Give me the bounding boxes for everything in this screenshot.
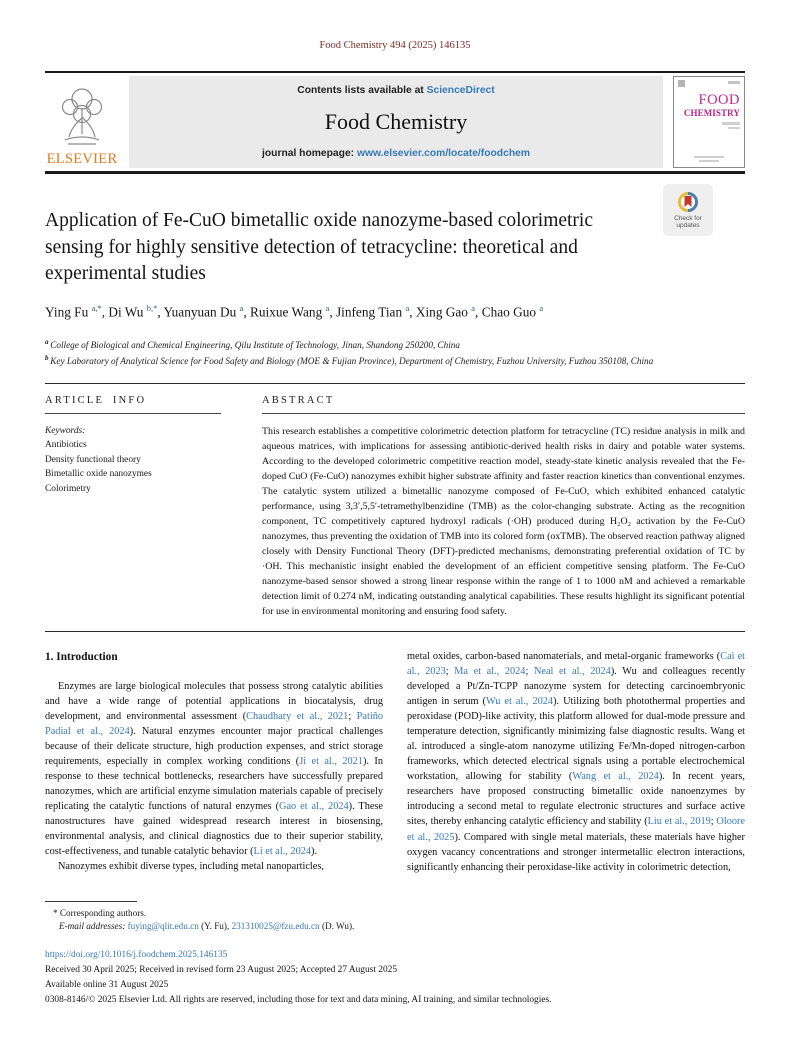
text-segment: , Yuanyuan Du: [157, 303, 240, 319]
body-right-column: [407, 649, 745, 874]
citation-patino-2024[interactable]: Patiño Padial et al., 2024: [45, 710, 383, 737]
text-segment: ;: [710, 816, 717, 828]
cover-top-marks: [674, 77, 744, 87]
keywords-label: Keywords:: [45, 425, 86, 436]
journal-title: Food Chemistry: [324, 109, 468, 134]
keyword: Antibiotics: [45, 440, 87, 451]
body-left-column: [45, 649, 383, 874]
author-list: [45, 303, 745, 320]
copyright-line: 0308-8146/© 2025 Elsevier Ltd. All rights are reserved, including those for text and data mining, AI training, and similar technologies.: [45, 995, 552, 1006]
email-addresses-line: [45, 920, 745, 934]
text-segment: (D. Wu).: [319, 921, 355, 932]
check-updates-icon: [677, 191, 699, 213]
journal-homepage-line: [262, 148, 530, 159]
text-segment: ). In recent years, researchers have proposed constructing bimetallic oxide nanoenzymes by introducing a second metal to regulate electronic structures and surface active sites, thereby enhancing catalytic efficiency and stability (: [407, 771, 745, 828]
intro-paragraph-1: [45, 679, 383, 859]
elsevier-logo: [45, 76, 119, 168]
cover-editor-line: [722, 122, 740, 125]
text-segment: b,*: [146, 302, 158, 313]
article-info-rule: [45, 413, 221, 414]
received-dates: Received 30 April 2025; Received in revised form 23 August 2025; Accepted 27 August 2025: [45, 965, 398, 976]
journal-cover-thumbnail: [673, 76, 745, 168]
elsevier-wordmark: ELSEVIER: [46, 151, 118, 167]
check-for-updates-badge[interactable]: [663, 184, 713, 236]
divider-below-abstract: [45, 631, 745, 632]
text-segment: a: [405, 302, 410, 313]
text-segment: , Di Wu: [101, 303, 147, 319]
cover-editor-line-2: [728, 127, 740, 130]
contents-line: [297, 85, 494, 96]
affiliations: [45, 337, 745, 369]
corresponding-authors-note: * Corresponding authors.: [53, 907, 147, 918]
abstract-heading: ABSTRACT: [262, 394, 335, 406]
article-title: Application of Fe-CuO bimetallic oxide nanozyme-based colorimetric sensing for highly sensitive detection of tetracycline: theoretical and experimental studies: [45, 210, 593, 285]
journal-banner: [129, 76, 663, 168]
citation-wu-2024[interactable]: Wu et al., 2024: [485, 696, 554, 708]
text-segment: a: [45, 337, 51, 346]
body-columns: [45, 649, 745, 874]
citation-ji-2021[interactable]: Ji et al., 2021: [299, 755, 363, 767]
text-segment: a: [539, 302, 544, 313]
cover-title-chemistry: CHEMISTRY: [683, 107, 740, 118]
text-segment: , Xing Gao: [409, 303, 472, 319]
citation-liu-2019[interactable]: Liu et al., 2019: [647, 816, 711, 828]
text-segment: ). These nanostructures have gained widespread research interest in biosensing, environmental analysis, and clinical diagnostics due to their superior stability, cost-effectiveness, and tunable catalytic behavior (: [45, 800, 384, 857]
text-segment: a,*: [91, 302, 102, 313]
article-info-heading: ARTICLE INFO: [45, 394, 147, 406]
text-segment: ). In response to these technical bottlenecks, researchers have successfully prepared nanozymes, which are artificial enzyme simulation materials capable of precisely replicating the catalytic functions of natural enzymes (: [45, 755, 383, 812]
cover-logo-mark: [678, 80, 685, 87]
text-segment: College of Biological and Chemical Engineering, Qilu Institute of Technology, Jinan, Shandong 250200, China: [50, 340, 460, 351]
text-segment: Contents lists available at: [297, 85, 427, 96]
footnote-rule: [45, 901, 137, 902]
email-wu-link[interactable]: 231310025@fzu.edu.cn: [231, 921, 320, 932]
check-updates-label: Check for updates: [674, 214, 702, 229]
text-segment: E-mail addresses:: [59, 921, 128, 932]
footer-block: [45, 948, 745, 1008]
citation-li-2024[interactable]: Li et al., 2024: [253, 845, 312, 857]
text-segment: ;: [525, 666, 534, 678]
cover-footer-lines: [674, 156, 744, 162]
elsevier-tree-icon: [55, 84, 109, 150]
info-abstract-section: [45, 384, 745, 620]
sciencedirect-link[interactable]: ScienceDirect: [426, 85, 495, 96]
affiliation-a: [45, 337, 745, 353]
doi-link[interactable]: https://doi.org/10.1016/j.foodchem.2025.146135: [45, 950, 228, 961]
text-segment: ).: [311, 845, 318, 857]
text-segment: ;: [348, 710, 357, 722]
text-segment: a: [471, 302, 476, 313]
section-heading-introduction: 1. Introduction: [45, 651, 118, 664]
text-segment: ). Natural enzymes encounter major practical challenges because of their delicate structure, high production expenses, and strict storage requirements, especially in complex working conditions (: [45, 725, 383, 767]
citation-wang-2024[interactable]: Wang et al., 2024: [572, 771, 659, 783]
text-segment: Key Laboratory of Analytical Science for Food Safety and Biology (MOE & Fujian Province), Department of Chemistry, Fuzhou University, Fuzhou 350108, China: [50, 355, 654, 366]
text-segment: Enzymes are large biological molecules that possess strong catalytic abilities and have a wide range of potential applications in biocatalysis, drug development, and environmental assessment (: [45, 680, 383, 722]
text-segment: a: [325, 302, 330, 313]
text-segment: (Y. Fu),: [198, 921, 232, 932]
cover-title-food: FOOD: [698, 92, 740, 108]
article-info-column: [45, 395, 230, 620]
text-segment: ). Compared with single metal materials, these materials have higher oxygen vacancy concentrations and stronger intermetallic electron interactions, significantly enhancing their peroxidase-like activity in colorimetric detection,: [407, 831, 745, 873]
text-segment: ;: [445, 666, 455, 678]
text-segment: Ying Fu: [45, 303, 92, 319]
text-segment: journal homepage:: [262, 148, 357, 159]
abstract-rule: [262, 413, 745, 414]
keyword: Colorimetry: [45, 483, 91, 494]
keyword: Bimetallic oxide nanozymes: [45, 469, 152, 480]
intro-paragraph-2: Nanozymes exhibit diverse types, including metal nanoparticles,: [58, 861, 324, 872]
journal-header: [45, 71, 745, 174]
journal-reference: Food Chemistry 494 (2025) 146135: [319, 40, 471, 51]
available-online: Available online 31 August 2025: [45, 980, 169, 991]
text-segment: , Jinfeng Tian: [329, 303, 406, 319]
email-fu-link[interactable]: fuying@qlit.edu.cn: [127, 921, 199, 932]
keyword: Density functional theory: [45, 454, 141, 465]
citation-neal-2024[interactable]: Neal et al., 2024: [533, 666, 611, 678]
abstract-text: This research establishes a competitive colorimetric detection platform for tetracycline (TC) residue analysis in milk and aqueous matrices, with implications for assessing antibiotic-derived health risks in dairy and potable water systems. According to the developed colorimetric competitive reaction model, steady-state kinetic analysis revealed that the Fe-doped CuO (Fe-CuO) nanozymes exhibit higher substrate affinity and faster reaction kinetics than conventional enzymes. The catalytic system utilized a bimetallic nanozyme composed of Fe-CuO, which exhibited enhanced catalytic performance, using 3,3′,5,5′-tetramethylbenzidine (TMB) as the color-changing substrate. Acting as the recognition component, TC competitively captured hydroxyl radicals (·OH) produced during H₂O₂ activation by the Fe-CuO nanozymes, thus preventing the oxidation of TMB into its colored form (oxTMB). The observed reaction pathway aligned closely with Density Functional Theory (DFT)-predicted mechanisms, demonstrating preferential oxidation of TC by ·OH. This mechanistic insight enabled the development of an efficient competitive sensing platform. The Fe-CuO nanozyme-based sensor showed a strong linear response within the range of 1 to 1000 nM and achieved a remarkable detection limit of 0.274 nM, indicating outstanding analytical capabilities. These results highlight its significant potential for use in environmental monitoring and ensuring food safety.: [262, 425, 745, 618]
cover-issue-mark: [728, 81, 740, 84]
text-segment: ). Wu and colleagues recently developed a Pt/Zn-TCPP nanozyme system for detecting carcinoembryonic antigen in serum (: [407, 666, 746, 708]
text-segment: , Ruixue Wang: [243, 303, 326, 319]
citation-oloore-2025[interactable]: Oloore et al., 2025: [407, 816, 745, 843]
text-segment: metal oxides, carbon-based nanomaterials, and metal-organic frameworks (: [407, 651, 721, 663]
citation-ma-2024[interactable]: Ma et al., 2024: [454, 666, 526, 678]
title-block: [45, 208, 745, 288]
text-segment: b: [45, 353, 51, 362]
citation-gao-2024[interactable]: Gao et al., 2024: [279, 800, 349, 812]
abstract-column: [262, 395, 745, 620]
citation-cai-2023[interactable]: Cai et al., 2023: [407, 651, 745, 678]
citation-chaudhary-2021[interactable]: Chaudhary et al., 2021: [246, 710, 349, 722]
text-segment: , Chao Guo: [475, 303, 540, 319]
text-segment: ). Utilizing both photothermal properties and peroxidase (POD)-like activity, this platform allowed for dual-mode pressure and temperature detection, significantly minimizing false diagnostic results. Wang et al. introduced a single-atom nanozyme utilizing Fe/Mn-doped nitrogen-carbon frameworks, which detected electrical signals using a portable electrochemical workstation, allowing for stability (: [407, 696, 745, 783]
footnote-block: [45, 901, 745, 935]
text-segment: a: [239, 302, 244, 313]
journal-homepage-link[interactable]: www.elsevier.com/locate/foodchem: [356, 148, 530, 159]
affiliation-b: [45, 353, 745, 369]
intro-paragraph-continued: [407, 649, 745, 874]
